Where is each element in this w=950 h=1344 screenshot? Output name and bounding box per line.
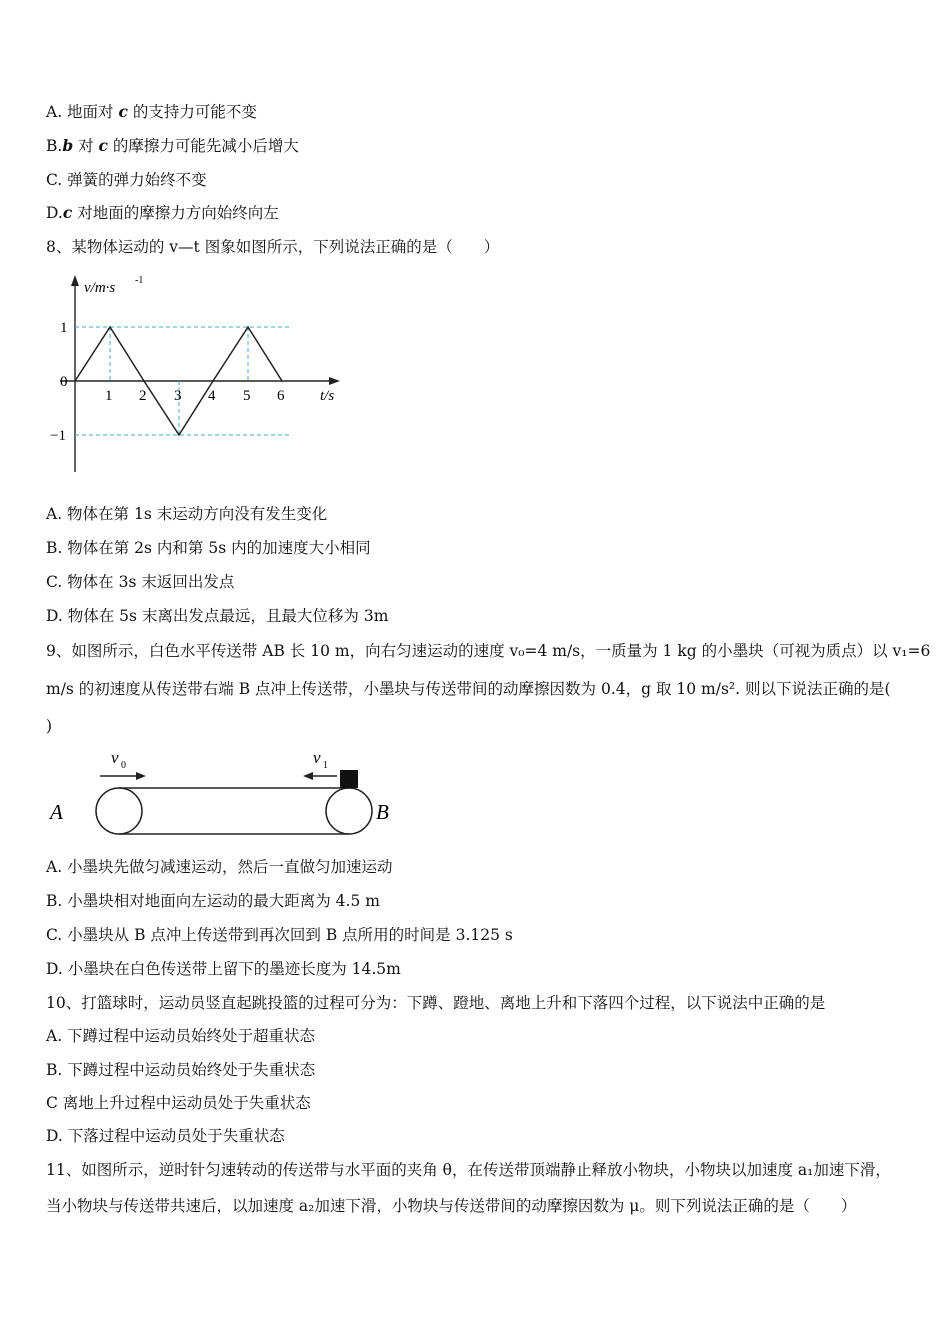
ink-block [340,770,358,788]
q9-stem-line1: 9、如图所示，白色水平传送带 AB 长 10 m，向右匀速运动的速度 v₀=4 m/s，一质量为 1 kg 的小墨块（可视为质点）以 v₁=6 [46,642,931,660]
x-axis-label: t/s [320,388,335,404]
q11-stem-line1: 11、如图所示，逆时针匀速转动的传送带与水平面的夹角 θ，在传送带顶端静止释放小物块，小物块以加速度 a₁加速下滑， [46,1161,891,1179]
y-axis-label-sup: -1 [135,275,144,286]
x-tick-6: 6 [277,388,285,404]
v1-arrow-head [303,772,313,780]
q9-option-c: C. 小墨块从 B 点冲上传送带到再次回到 B 点所用的时间是 3.125 s [46,926,513,944]
q7-option-a: A. 地面对 c 的支持力可能不变 [46,102,257,121]
q9-option-a: A. 小墨块先做匀减速运动，然后一直做匀加速运动 [46,858,393,876]
q8-option-a: A. 物体在第 1s 末运动方向没有发生变化 [46,505,328,523]
q9-option-d: D. 小墨块在白色传送带上留下的墨迹长度为 14.5m [46,960,401,978]
y-axis-label: v/m·s [84,280,116,296]
y-tick-1: 1 [60,320,68,336]
q10-option-a: A. 下蹲过程中运动员始终处于超重状态 [46,1027,316,1045]
vt-graph [40,265,360,480]
conveyor-figure [45,745,405,840]
q8-option-d: D. 物体在 5s 末离出发点最远，且最大位移为 3m [46,607,389,625]
v0-arrow-head [136,772,146,780]
origin-label: 0 [60,374,68,390]
q7-option-c: C. 弹簧的弹力始终不变 [46,171,207,189]
x-tick-5: 5 [243,388,251,404]
q7-option-d: D.c 对地面的摩擦力方向始终向左 [46,203,279,222]
q10-stem: 10、打篮球时，运动员竖直起跳投篮的过程可分为：下蹲、蹬地、离地上升和下落四个过程，以下说法中正确的是 [46,994,826,1012]
q8-option-c: C. 物体在 3s 末返回出发点 [46,573,235,591]
v1-label: v [313,748,321,767]
q11-stem-line2: 当小物块与传送带共速后，以加速度 a₂加速下滑，小物块与传送带间的动摩擦因数为 μ。则下列说法正确的是（ ） [46,1197,857,1215]
label-b: B [376,800,389,824]
q9-option-b: B. 小墨块相对地面向左运动的最大距离为 4.5 m [46,892,380,910]
x-tick-1: 1 [105,388,113,404]
x-tick-2: 2 [139,388,147,404]
q8-stem: 8、某物体运动的 v—t 图象如图所示，下列说法正确的是（ ） [46,238,500,256]
q10-option-b: B. 下蹲过程中运动员始终处于失重状态 [46,1061,316,1079]
q10-option-d: D. 下落过程中运动员处于失重状态 [46,1127,285,1145]
q9-stem-line2: m/s 的初速度从传送带右端 B 点冲上传送带，小墨块与传送带间的动摩擦因数为 0.4，g 取 10 m/s². 则以下说法正确的是( [46,680,891,698]
pulley-a [96,788,142,834]
v0-label: v [111,748,119,767]
v0-subscript: 0 [121,760,126,771]
y-tick-minus1: −1 [50,428,66,444]
q8-option-b: B. 物体在第 2s 内和第 5s 内的加速度大小相同 [46,539,371,557]
q9-stem-line3: ) [46,717,53,735]
v1-subscript: 1 [323,760,328,771]
x-axis-arrow [329,377,340,385]
x-tick-3: 3 [174,388,182,404]
pulley-b [326,788,372,834]
x-tick-4: 4 [208,388,216,404]
q10-option-c: C 离地上升过程中运动员处于失重状态 [46,1094,311,1112]
q7-option-b: B.b 对 c 的摩擦力可能先减小后增大 [46,136,299,155]
label-a: A [50,800,63,824]
y-axis-arrow [71,275,79,286]
